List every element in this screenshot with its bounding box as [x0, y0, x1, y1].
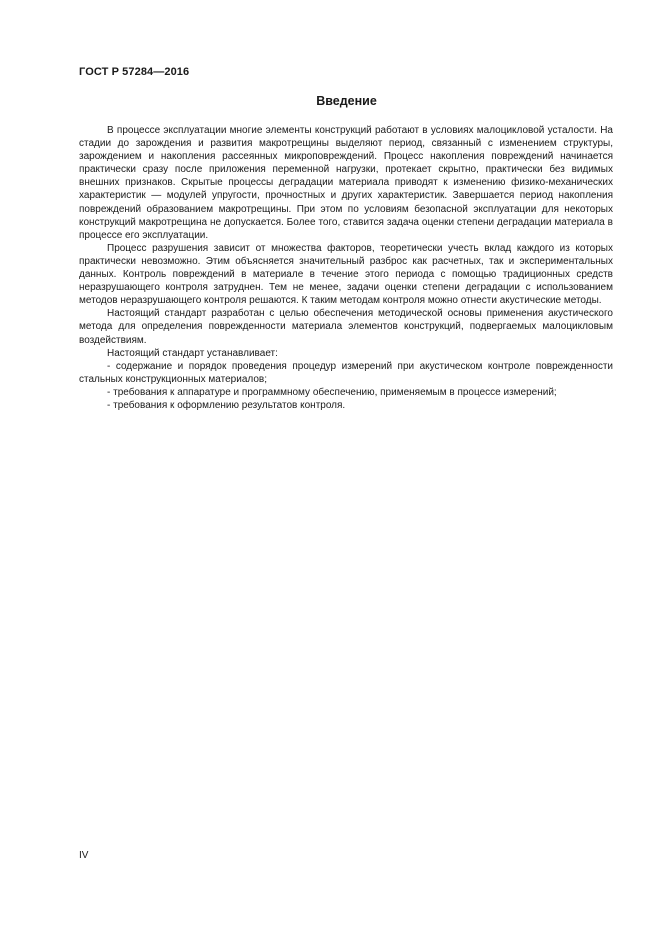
page-number: IV — [79, 850, 89, 861]
page-footer — [79, 850, 88, 861]
list-item: - содержание и порядок проведения процедур измерений при акустическом контроле поврежденности стальных конструкционных материалов; — [79, 360, 613, 385]
section-title: Введение — [316, 94, 377, 108]
list-item: - требования к аппаратуре и программному обеспечению, применяемым в процессе измерений; — [107, 386, 557, 398]
paragraph: Настоящий стандарт устанавливает: — [107, 347, 278, 359]
paragraph: Процесс разрушения зависит от множества факторов, теоретически учесть вклад каждого из которых практически невозможно. Этим объясняется значительный разброс как расчетных, так и экспериментальных данных. Контроль повреждений в материале в течение этого периода с помощью традиционных средств неразрушающего контроля затруднен. Тем не менее, задачи оценки степени деградации с использованием методов неразрушающего контроля решаются. К таким методам контроля можно отнести акустические методы. — [79, 242, 613, 307]
document-header — [79, 66, 189, 78]
list-item: - требования к оформлению результатов контроля. — [107, 399, 346, 411]
paragraph: Настоящий стандарт разработан с целью обеспечения методической основы применения акустического метода для определения поврежденности материала элементов конструкций, подвергаемых малоцикловым воздействиям. — [79, 308, 613, 346]
standard-number: ГОСТ Р 57284—2016 — [79, 66, 190, 78]
paragraph: В процессе эксплуатации многие элементы конструкций работают в условиях малоцикловой усталости. На стадии до зарождения и развития макротрещины выделяют период, связанный с изменением структуры, зарождением и накопления рассеянных микроповреждений. Процесс накопления повреждений начинается практически сразу после приложения переменной нагрузки, протекает скрытно, практически без видимых внешних признаков. Скрытые процессы деградации материала приводят к изменению физико-механических характеристик — модулей упругости, прочностных и других характеристик. Завершается период накопления повреждений образованием макротрещины. При этом по условиям безопасной эксплуатации для некоторых конструкций макротрещина не допускается. Более того, ставится задача оценки степени деградации материала в процессе его эксплуатации. — [79, 125, 613, 241]
introduction-body — [79, 124, 613, 412]
requirements-list — [79, 360, 613, 412]
